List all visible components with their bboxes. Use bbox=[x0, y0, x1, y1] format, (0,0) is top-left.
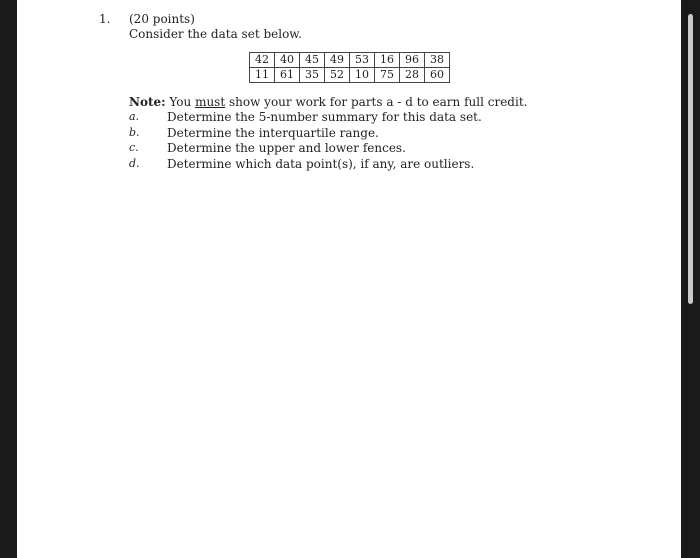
question-number: 1. bbox=[99, 12, 111, 26]
data-cell: 38 bbox=[425, 53, 450, 68]
data-cell: 10 bbox=[350, 68, 375, 83]
part-text: Determine which data point(s), if any, are outliers. bbox=[167, 156, 475, 171]
data-cell: 75 bbox=[375, 68, 400, 83]
part-text: Determine the 5-number summary for this data set. bbox=[167, 110, 482, 124]
data-cell: 52 bbox=[325, 68, 350, 83]
note-emphasis: must bbox=[195, 95, 226, 109]
note-text-before: You bbox=[165, 95, 196, 109]
table-row bbox=[250, 68, 450, 83]
data-cell: 16 bbox=[375, 53, 400, 68]
data-cell: 61 bbox=[275, 68, 300, 83]
part-letter: d. bbox=[129, 156, 140, 170]
question-intro: Consider the data set below. bbox=[129, 27, 302, 41]
part-letter: a. bbox=[129, 110, 140, 123]
data-cell: 53 bbox=[350, 53, 375, 68]
data-table bbox=[249, 52, 450, 83]
vertical-scrollbar[interactable] bbox=[688, 14, 693, 304]
part-letter: b. bbox=[129, 125, 140, 139]
data-cell: 60 bbox=[425, 68, 450, 83]
table-row bbox=[250, 53, 450, 68]
document-page bbox=[17, 0, 681, 558]
part-letter: c. bbox=[129, 141, 139, 154]
data-cell: 49 bbox=[325, 53, 350, 68]
note-label: Note: bbox=[129, 95, 166, 109]
data-cell: 35 bbox=[300, 68, 325, 83]
note-line bbox=[129, 95, 527, 109]
part-text: Determine the interquartile range. bbox=[167, 125, 379, 140]
question-points: (20 points) bbox=[129, 12, 195, 26]
note-text-after: show your work for parts a - d to earn full credit. bbox=[225, 95, 528, 109]
data-cell: 28 bbox=[400, 68, 425, 83]
data-cell: 11 bbox=[250, 68, 275, 83]
data-cell: 96 bbox=[400, 53, 425, 68]
data-cell: 40 bbox=[275, 53, 300, 68]
part-text: Determine the upper and lower fences. bbox=[167, 141, 406, 155]
data-cell: 42 bbox=[250, 53, 275, 68]
data-cell: 45 bbox=[300, 53, 325, 68]
